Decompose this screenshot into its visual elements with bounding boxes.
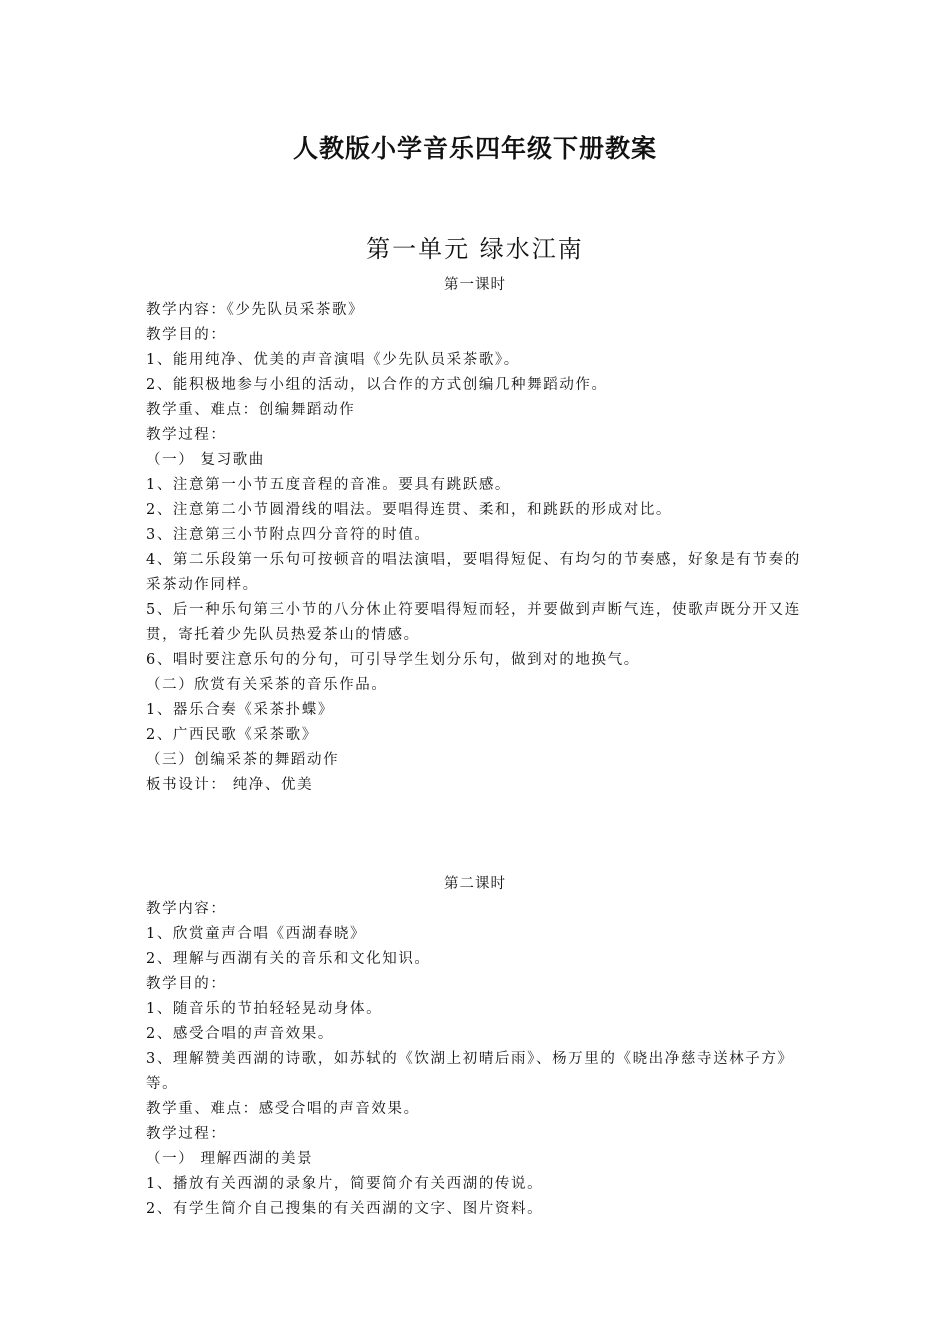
text-line: 1、能用纯净、优美的声音演唱《少先队员采茶歌》。 [146,352,520,368]
text-line: 1、播放有关西湖的录象片，简要简介有关西湖的传说。 [146,1176,544,1192]
text-line: 5、后一种乐句第三小节的八分休止符要唱得短而轻，并要做到声断气连，使歌声既分开又连贯，寄托着少先队员热爱茶山的情感。 [146,602,801,643]
text-line: 教学重、难点：创编舞蹈动作 [146,402,356,418]
unit-title: 第一单元 绿水江南 [366,235,584,263]
text-line: 教学过程： [146,1126,227,1142]
text-line: 2、有学生简介自己搜集的有关西湖的文字、图片资料。 [146,1201,544,1217]
document-title: 人教版小学音乐四年级下册教案 [292,134,657,163]
text-line: 2、广西民歌《采茶歌》 [146,727,318,743]
lesson-content [0,298,950,798]
text-line: 2、理解与西湖有关的音乐和文化知识。 [146,951,431,967]
text-line: 2、注意第二小节圆滑线的唱法。要唱得连贯、柔和，和跳跃的形成对比。 [146,502,673,518]
text-line: 1、随音乐的节拍轻轻晃动身体。 [146,1001,383,1017]
text-line: 3、理解赞美西湖的诗歌，如苏轼的《饮湖上初晴后雨》、杨万里的《晓出净慈寺送林子方》等。 [146,1051,794,1092]
text-line: 教学过程： [146,427,227,443]
text-line: 2、能积极地参与小组的活动，以合作的方式创编几种舞蹈动作。 [146,377,608,393]
text-line: （二）欣赏有关采茶的音乐作品。 [146,677,388,693]
text-line: 教学目的： [146,976,227,992]
text-line: 教学内容： [146,901,227,917]
text-line: （一） 理解西湖的美景 [146,1151,314,1167]
lesson-title: 第二课时 [444,876,506,892]
text-line: 教学内容：《少先队员采茶歌》 [146,302,365,318]
lesson-1 [0,273,950,798]
lesson-2 [0,872,950,1222]
text-line: 教学目的： [146,327,227,343]
lesson-title: 第一课时 [444,277,506,293]
text-line: （三）创编采茶的舞蹈动作 [146,752,340,768]
text-line: 4、第二乐段第一乐句可按顿音的唱法演唱，要唱得短促、有均匀的节奏感，好象是有节奏的采茶动作同样。 [146,552,801,593]
text-line: 1、器乐合奏《采茶扑蝶》 [146,702,334,718]
text-line: 2、感受合唱的声音效果。 [146,1026,334,1042]
text-line: 1、欣赏童声合唱《西湖春晓》 [146,926,367,942]
text-line: 3、注意第三小节附点四分音符的时值。 [146,527,431,543]
text-line: 教学重、难点：感受合唱的声音效果。 [146,1101,420,1117]
text-line: （一） 复习歌曲 [146,452,265,468]
text-line: 1、注意第一小节五度音程的音准。要具有跳跃感。 [146,477,512,493]
text-line: 板书设计： 纯净、优美 [146,777,314,793]
text-line: 6、唱时要注意乐句的分句，可引导学生划分乐句，做到对的地换气。 [146,652,640,668]
lesson-content [0,897,950,1222]
